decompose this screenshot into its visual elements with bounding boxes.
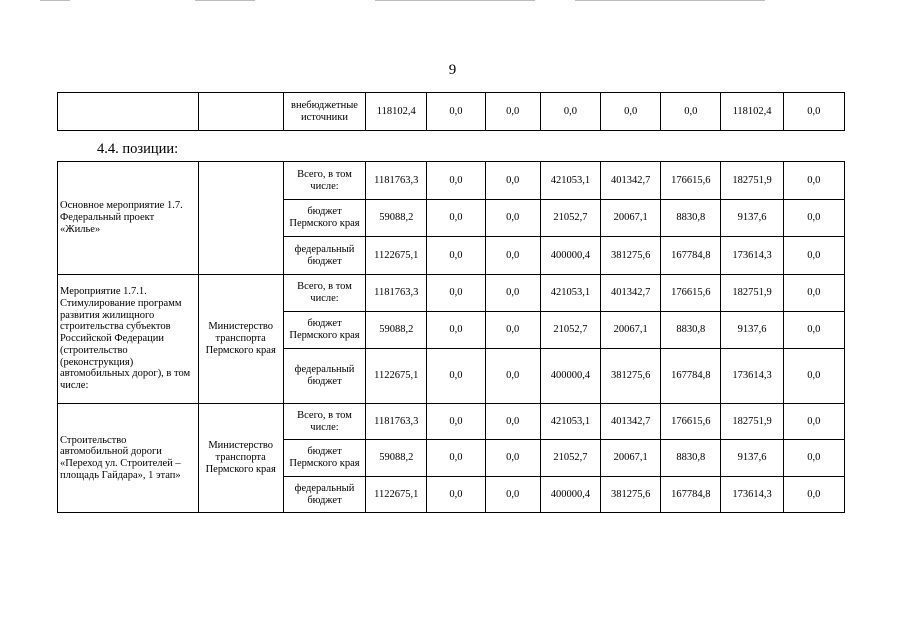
- value-cell: 8830,8: [661, 440, 721, 477]
- positions-table: [57, 161, 845, 513]
- measure-name-cell: Основное мероприятие 1.7. Федеральный проект «Жилье»: [58, 162, 199, 275]
- value-cell: 0,0: [427, 275, 485, 312]
- value-cell: 421053,1: [540, 275, 600, 312]
- value-cell: 0,0: [783, 440, 844, 477]
- value-cell: 0,0: [485, 200, 540, 237]
- value-cell: 8830,8: [661, 200, 721, 237]
- value-cell: 0,0: [783, 200, 844, 237]
- value-cell: 0,0: [783, 312, 844, 349]
- source-cell: федеральный бюджет: [283, 237, 365, 275]
- value-cell: 0,0: [427, 477, 485, 513]
- source-cell: внебюджетные источники: [283, 93, 365, 131]
- value-cell: 421053,1: [540, 404, 600, 440]
- value-cell: 182751,9: [721, 162, 783, 200]
- scan-edge-line: [575, 0, 765, 1]
- measure-name-cell: Мероприятие 1.7.1. Стимулирование программ развития жилищного строительства субъектов Российской Федерации (строительство (реконструкция) автомобильных дорог), в том числе:: [58, 275, 199, 404]
- value-cell: 1122675,1: [366, 237, 427, 275]
- value-cell: 0,0: [783, 237, 844, 275]
- value-cell: 0,0: [485, 477, 540, 513]
- value-cell: 8830,8: [661, 312, 721, 349]
- table-row: [58, 93, 845, 131]
- value-cell: 9137,6: [721, 200, 783, 237]
- value-cell: 176615,6: [661, 404, 721, 440]
- page-number: 9: [448, 62, 457, 78]
- value-cell: 118102,4: [721, 93, 783, 131]
- value-cell: 0,0: [540, 93, 600, 131]
- value-cell: 1122675,1: [366, 349, 427, 404]
- value-cell: 176615,6: [661, 162, 721, 200]
- value-cell: 0,0: [485, 404, 540, 440]
- value-cell: 0,0: [783, 404, 844, 440]
- source-cell: федеральный бюджет: [283, 349, 365, 404]
- value-cell: 0,0: [427, 200, 485, 237]
- source-cell: бюджет Пермского края: [283, 440, 365, 477]
- value-cell: 0,0: [427, 312, 485, 349]
- responsible-cell: Министерство транспорта Пермского края: [198, 275, 283, 404]
- value-cell: 0,0: [427, 440, 485, 477]
- value-cell: 0,0: [485, 312, 540, 349]
- value-cell: 176615,6: [661, 275, 721, 312]
- value-cell: 421053,1: [540, 162, 600, 200]
- value-cell: 400000,4: [540, 477, 600, 513]
- value-cell: 0,0: [427, 162, 485, 200]
- value-cell: 0,0: [783, 477, 844, 513]
- value-cell: 20067,1: [601, 440, 661, 477]
- scan-edge-line: [40, 0, 70, 1]
- value-cell: 173614,3: [721, 477, 783, 513]
- value-cell: 0,0: [427, 237, 485, 275]
- value-cell: 173614,3: [721, 237, 783, 275]
- responsible-cell: Министерство транспорта Пермского края: [198, 404, 283, 513]
- value-cell: 59088,2: [366, 200, 427, 237]
- continuation-table: [57, 92, 845, 131]
- value-cell: 381275,6: [601, 349, 661, 404]
- responsible-cell: [198, 162, 283, 275]
- value-cell: 167784,8: [661, 477, 721, 513]
- scan-edge-line: [195, 0, 255, 1]
- table-row: [58, 275, 845, 312]
- measure-name-cell: Строительство автомобильной дороги «Переход ул. Строителей – площадь Гайдара», 1 этап»: [58, 404, 199, 513]
- value-cell: 182751,9: [721, 404, 783, 440]
- value-cell: 0,0: [783, 349, 844, 404]
- value-cell: 167784,8: [661, 237, 721, 275]
- value-cell: 21052,7: [540, 440, 600, 477]
- source-cell: бюджет Пермского края: [283, 312, 365, 349]
- value-cell: 21052,7: [540, 312, 600, 349]
- value-cell: 0,0: [783, 162, 844, 200]
- value-cell: 20067,1: [601, 312, 661, 349]
- source-cell: Всего, в том числе:: [283, 162, 365, 200]
- value-cell: 118102,4: [366, 93, 427, 131]
- value-cell: 0,0: [783, 93, 844, 131]
- value-cell: 401342,7: [601, 275, 661, 312]
- value-cell: 0,0: [485, 275, 540, 312]
- value-cell: 0,0: [601, 93, 661, 131]
- value-cell: 21052,7: [540, 200, 600, 237]
- value-cell: 1181763,3: [366, 404, 427, 440]
- value-cell: 381275,6: [601, 237, 661, 275]
- value-cell: 381275,6: [601, 477, 661, 513]
- value-cell: 401342,7: [601, 162, 661, 200]
- value-cell: 400000,4: [540, 237, 600, 275]
- value-cell: 0,0: [485, 237, 540, 275]
- value-cell: 167784,8: [661, 349, 721, 404]
- empty-cell: [198, 93, 283, 131]
- value-cell: 9137,6: [721, 312, 783, 349]
- value-cell: 1181763,3: [366, 275, 427, 312]
- value-cell: 182751,9: [721, 275, 783, 312]
- value-cell: 173614,3: [721, 349, 783, 404]
- value-cell: 1181763,3: [366, 162, 427, 200]
- value-cell: 59088,2: [366, 440, 427, 477]
- value-cell: 20067,1: [601, 200, 661, 237]
- value-cell: 0,0: [485, 349, 540, 404]
- table-row: [58, 162, 845, 200]
- value-cell: 9137,6: [721, 440, 783, 477]
- empty-cell: [58, 93, 199, 131]
- source-cell: Всего, в том числе:: [283, 275, 365, 312]
- value-cell: 0,0: [485, 93, 540, 131]
- value-cell: 401342,7: [601, 404, 661, 440]
- value-cell: 1122675,1: [366, 477, 427, 513]
- table-row: [58, 404, 845, 440]
- source-cell: бюджет Пермского края: [283, 200, 365, 237]
- value-cell: 0,0: [427, 349, 485, 404]
- value-cell: 0,0: [427, 404, 485, 440]
- source-cell: Всего, в том числе:: [283, 404, 365, 440]
- value-cell: 400000,4: [540, 349, 600, 404]
- value-cell: 0,0: [485, 440, 540, 477]
- value-cell: 59088,2: [366, 312, 427, 349]
- value-cell: 0,0: [783, 275, 844, 312]
- scan-edge-line: [375, 0, 535, 1]
- source-cell: федеральный бюджет: [283, 477, 365, 513]
- value-cell: 0,0: [661, 93, 721, 131]
- value-cell: 0,0: [427, 93, 485, 131]
- section-heading: 4.4. позиции:: [97, 141, 179, 157]
- value-cell: 0,0: [485, 162, 540, 200]
